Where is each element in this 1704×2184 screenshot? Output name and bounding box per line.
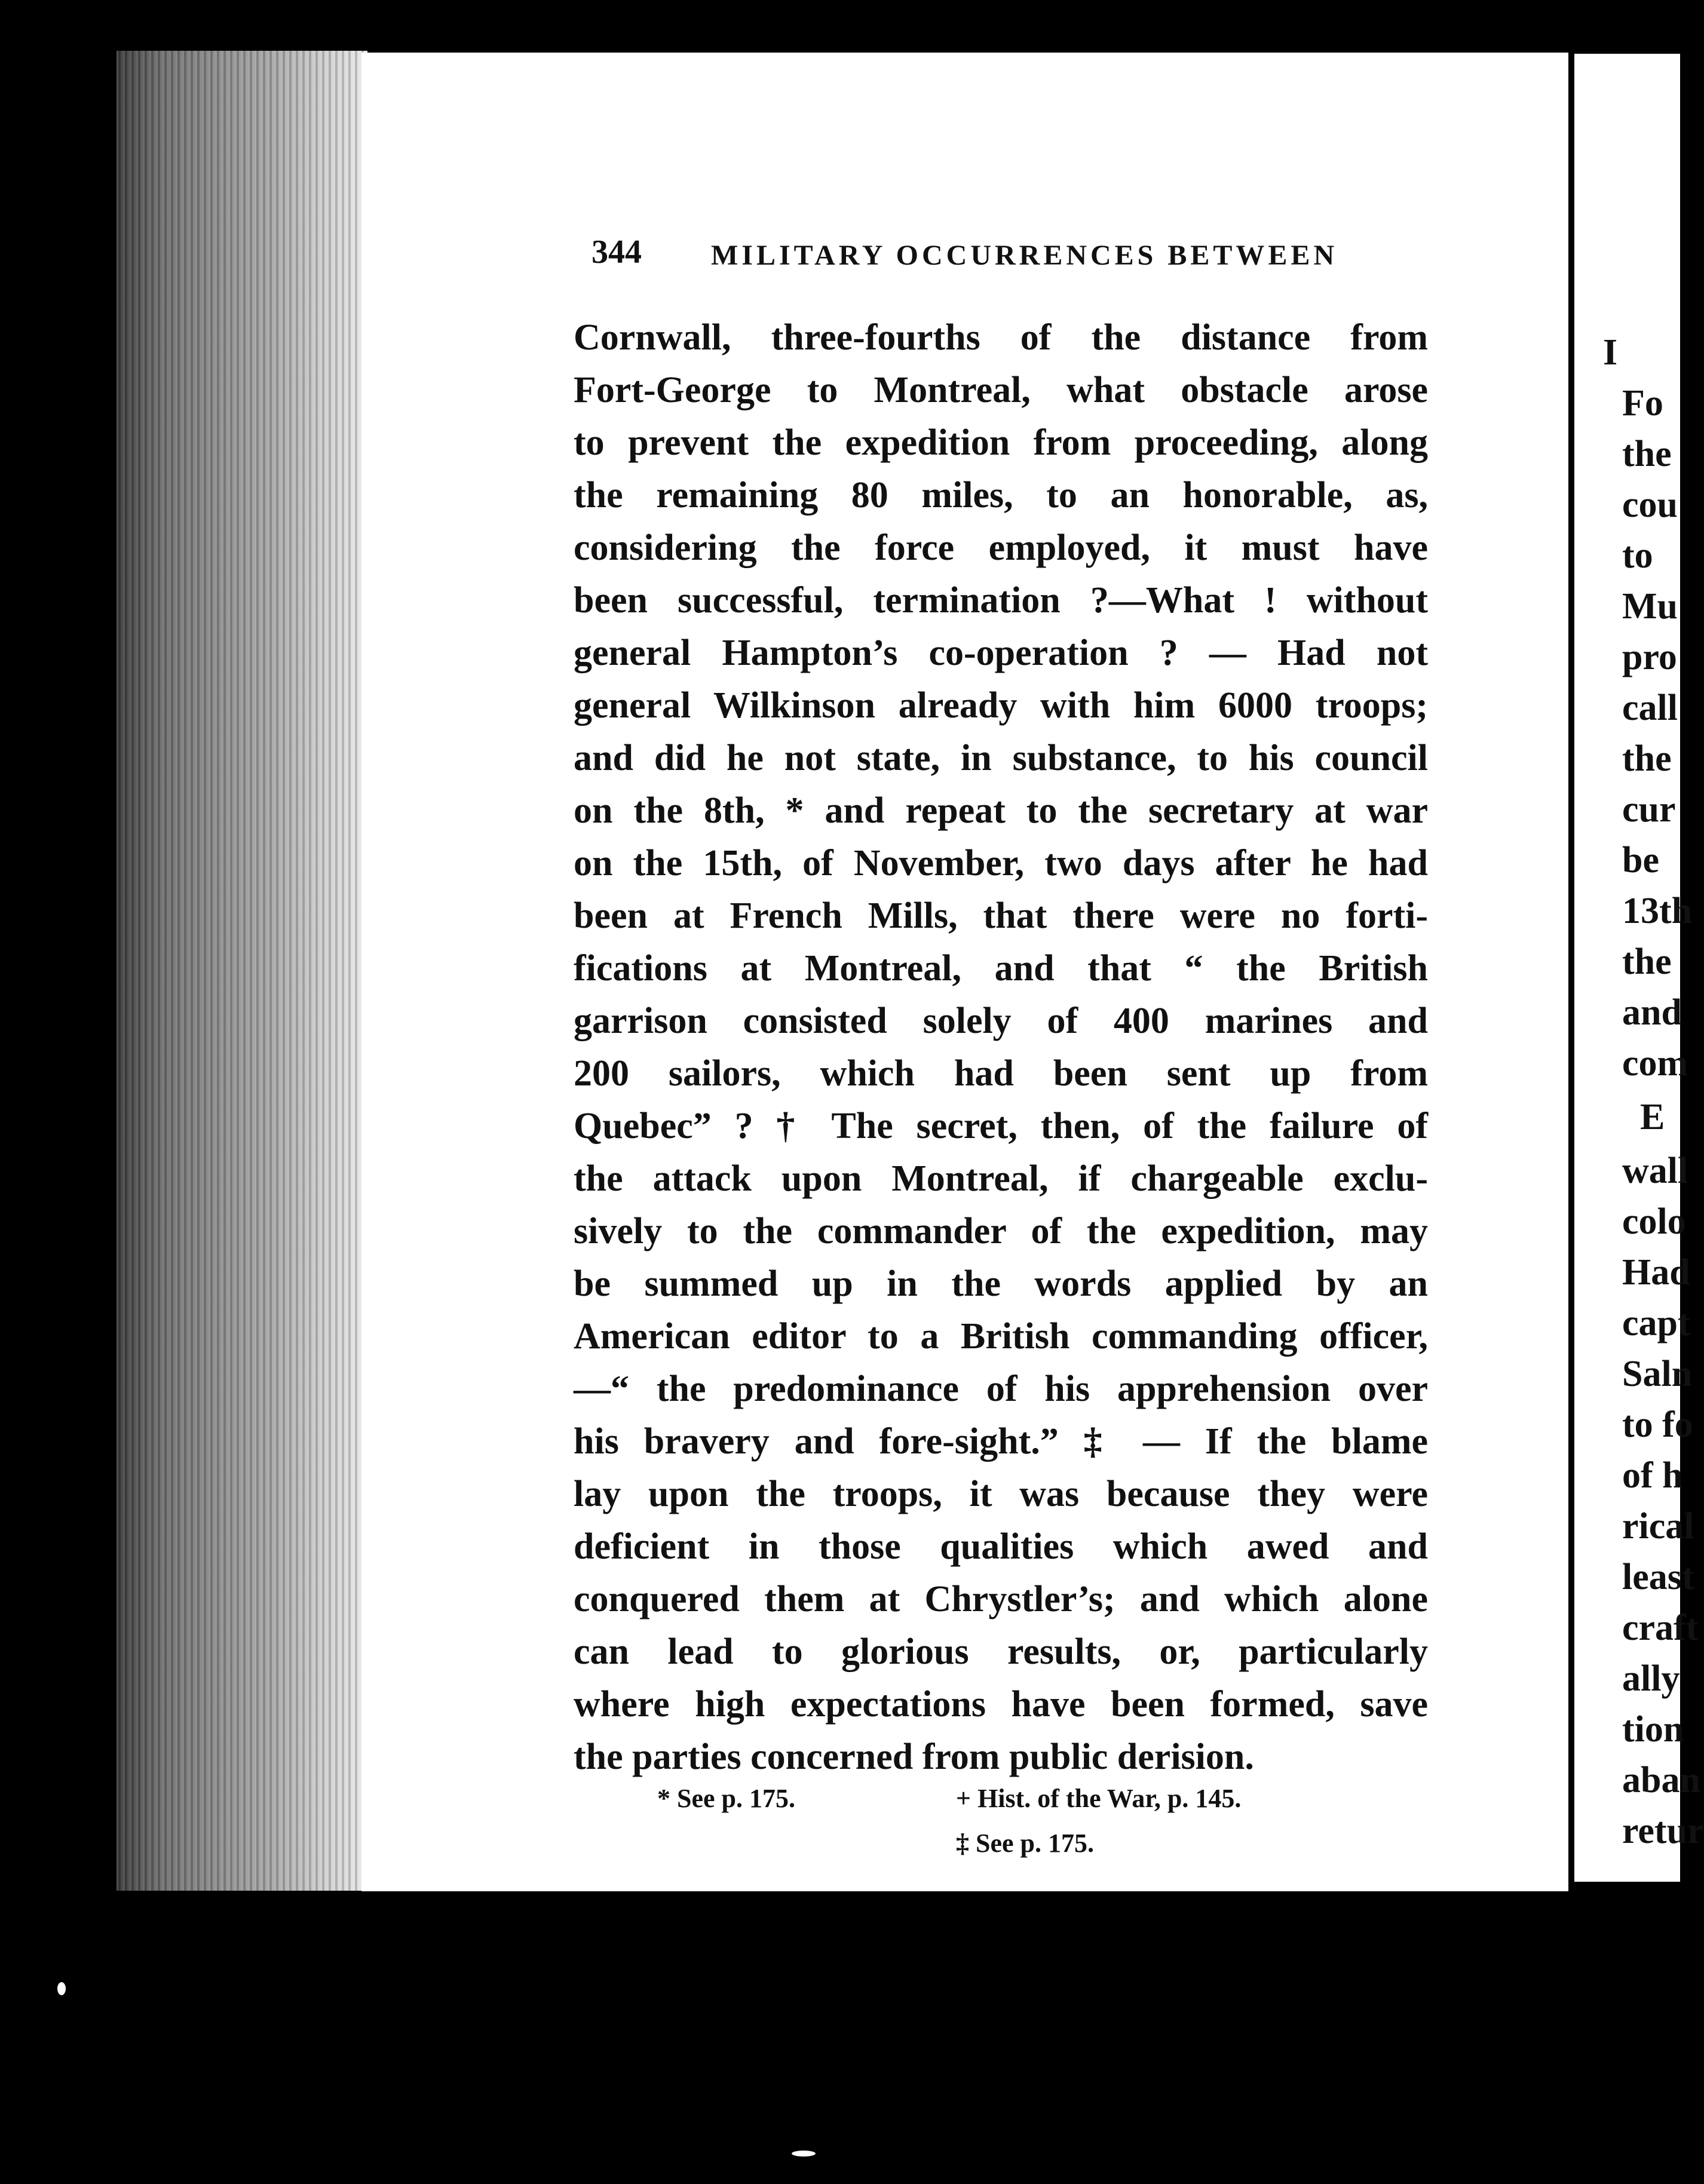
- facing-page-text: com: [1622, 1043, 1688, 1084]
- facing-page-text: the: [1622, 738, 1672, 779]
- running-title: MILITARY OCCURRENCES BETWEEN: [711, 240, 1338, 271]
- text-line: general Hampton’s co-operation ? — Had not: [574, 633, 1428, 673]
- facing-page-text: Fo: [1622, 383, 1663, 424]
- facing-page-text: of h: [1622, 1455, 1683, 1496]
- text-line: his bravery and fore-sight.” ‡ — If the blame: [574, 1421, 1428, 1462]
- facing-page-text: aban: [1622, 1760, 1700, 1800]
- facing-page-text: tion: [1622, 1709, 1684, 1750]
- facing-page-text: to: [1622, 535, 1653, 576]
- facing-page-text: call: [1622, 688, 1678, 728]
- text-line: Cornwall, three-fourths of the distance from: [574, 317, 1428, 358]
- text-line: American editor to a British commanding officer,: [574, 1316, 1428, 1357]
- facing-page-text: Mu: [1622, 586, 1678, 627]
- facing-page: [1574, 54, 1704, 1882]
- footnote: + Hist. of the War, p. 145.: [956, 1784, 1242, 1813]
- facing-page-text: and: [1622, 992, 1682, 1033]
- facing-page-text: colo: [1622, 1201, 1686, 1242]
- text-line: to prevent the expedition from proceeding, along: [574, 422, 1428, 463]
- facing-page-text: Saln: [1622, 1354, 1693, 1394]
- text-line: Quebec” ? † The secret, then, of the failure of: [574, 1106, 1428, 1146]
- facing-page-text: cou: [1622, 484, 1678, 525]
- text-line: garrison consisted solely of 400 marines and: [574, 1001, 1428, 1041]
- scan-speck: [57, 1982, 66, 1995]
- facing-page-text: E: [1640, 1097, 1665, 1137]
- text-line: on the 8th, * and repeat to the secretary at war: [574, 790, 1428, 831]
- facing-page-text: rical: [1622, 1506, 1694, 1547]
- text-line: sively to the commander of the expedition, may: [574, 1211, 1428, 1251]
- text-line: can lead to glorious results, or, particularly: [574, 1631, 1428, 1672]
- text-line: where high expectations have been formed, save: [574, 1684, 1428, 1725]
- facing-page-text: capt: [1622, 1303, 1690, 1343]
- scan-speck: [1386, 1834, 1392, 1836]
- facing-page-text: craft: [1622, 1608, 1699, 1648]
- text-line: been successful, termination ?—What ! without: [574, 580, 1428, 621]
- text-line: general Wilkinson already with him 6000 troops;: [574, 685, 1428, 726]
- text-line: been at French Mills, that there were no forti-: [574, 895, 1428, 936]
- facing-page-text: retur: [1622, 1811, 1704, 1851]
- facing-page-text: I: [1603, 332, 1618, 373]
- facing-page-text: Had: [1622, 1252, 1690, 1293]
- text-line: conquered them at Chrystler’s; and which alone: [574, 1579, 1428, 1619]
- text-line: deficient in those qualities which awed and: [574, 1526, 1428, 1567]
- text-line: 200 sailors, which had been sent up from: [574, 1053, 1428, 1094]
- scan-speck: [792, 2151, 816, 2157]
- text-line: fications at Montreal, and that “ the British: [574, 948, 1428, 989]
- facing-page-text: cur: [1622, 789, 1676, 830]
- facing-page-text: the: [1622, 941, 1672, 982]
- text-line: —“ the predominance of his apprehension over: [574, 1369, 1428, 1409]
- facing-page-text: wall: [1622, 1151, 1688, 1191]
- facing-page-text: pro: [1622, 637, 1677, 677]
- text-line: the attack upon Montreal, if chargeable exclu-: [574, 1158, 1428, 1199]
- facing-page-text: 13th: [1622, 891, 1693, 931]
- footnote: * See p. 175.: [657, 1784, 795, 1813]
- text-line: the remaining 80 miles, to an honorable, as,: [574, 475, 1428, 516]
- facing-page-text: to fo: [1622, 1404, 1693, 1445]
- page-header: [592, 233, 1344, 281]
- footnotes: [657, 1783, 1344, 1879]
- page-number: 344: [592, 234, 642, 271]
- text-line: the parties concerned from public derision.: [574, 1737, 1254, 1777]
- footnote: ‡ See p. 175.: [956, 1829, 1094, 1858]
- facing-page-text: least: [1622, 1557, 1694, 1597]
- facing-page-text: ally: [1622, 1658, 1680, 1699]
- facing-page-text: the: [1622, 434, 1672, 474]
- text-line: considering the force employed, it must have: [574, 527, 1428, 568]
- text-line: Fort-George to Montreal, what obstacle arose: [574, 370, 1428, 410]
- book-page-edge: [117, 51, 367, 1891]
- text-line: be summed up in the words applied by an: [574, 1263, 1428, 1304]
- text-line: and did he not state, in substance, to his council: [574, 738, 1428, 778]
- text-line: on the 15th, of November, two days after he had: [574, 843, 1428, 884]
- text-line: lay upon the troops, it was because they were: [574, 1474, 1428, 1514]
- facing-page-text: be: [1622, 840, 1659, 881]
